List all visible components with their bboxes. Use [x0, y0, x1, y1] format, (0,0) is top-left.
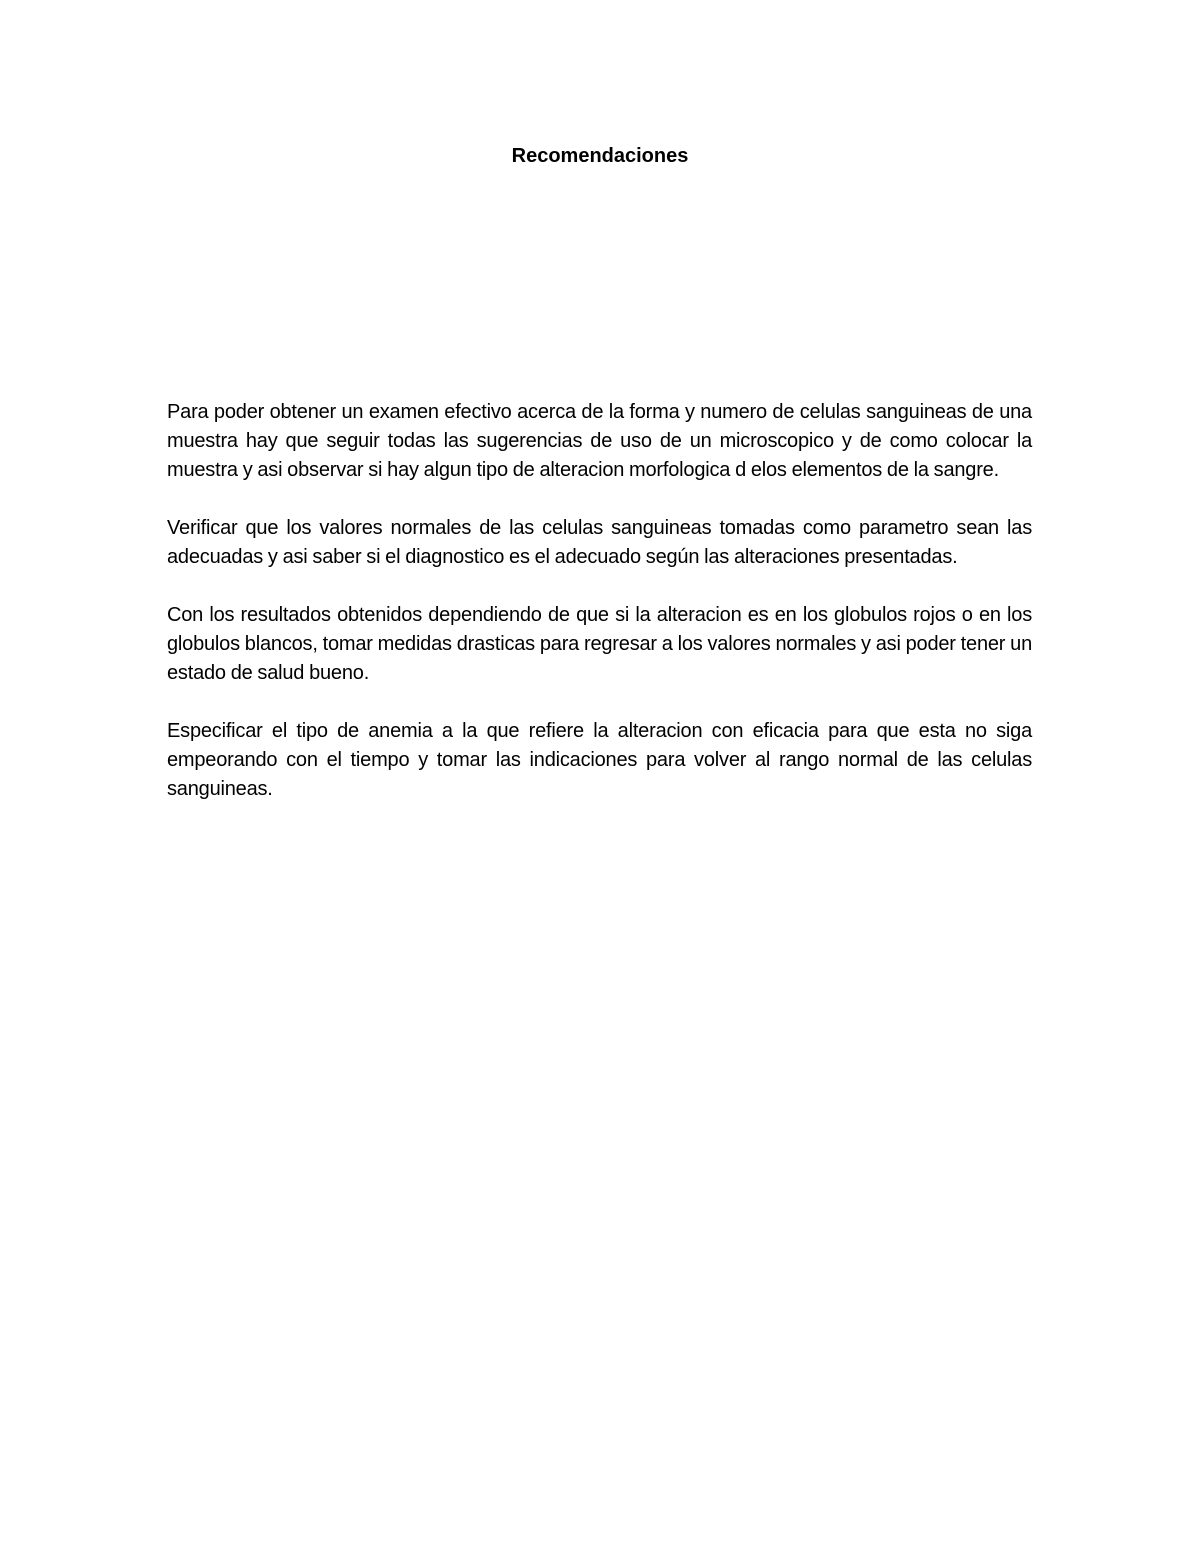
- paragraph-3: Con los resultados obtenidos dependiendo de que si la alteracion es en los globulos rojos o en los globulos blancos, tomar medidas drasticas para regresar a los valores normales y asi poder tener un estado de salud bueno.: [167, 604, 1032, 684]
- paragraph-1: Para poder obtener un examen efectivo acerca de la forma y numero de celulas sanguineas de una muestra hay que seguir todas las sugerencias de uso de un microscopico y de como colocar la muestra y asi observar si hay algun tipo de alteracion morfologica d elos elementos de la sangre.: [167, 401, 1032, 481]
- paragraph-2: Verificar que los valores normales de las celulas sanguineas tomadas como parametro sean las adecuadas y asi saber si el diagnostico es el adecuado según las alteraciones presentadas.: [167, 517, 1032, 568]
- paragraph-4: Especificar el tipo de anemia a la que refiere la alteracion con eficacia para que esta no siga empeorando con el tiempo y tomar las indicaciones para volver al rango normal de las celulas sanguineas.: [167, 720, 1032, 800]
- document-body: [167, 398, 1032, 833]
- page-title: Recomendaciones: [511, 145, 689, 167]
